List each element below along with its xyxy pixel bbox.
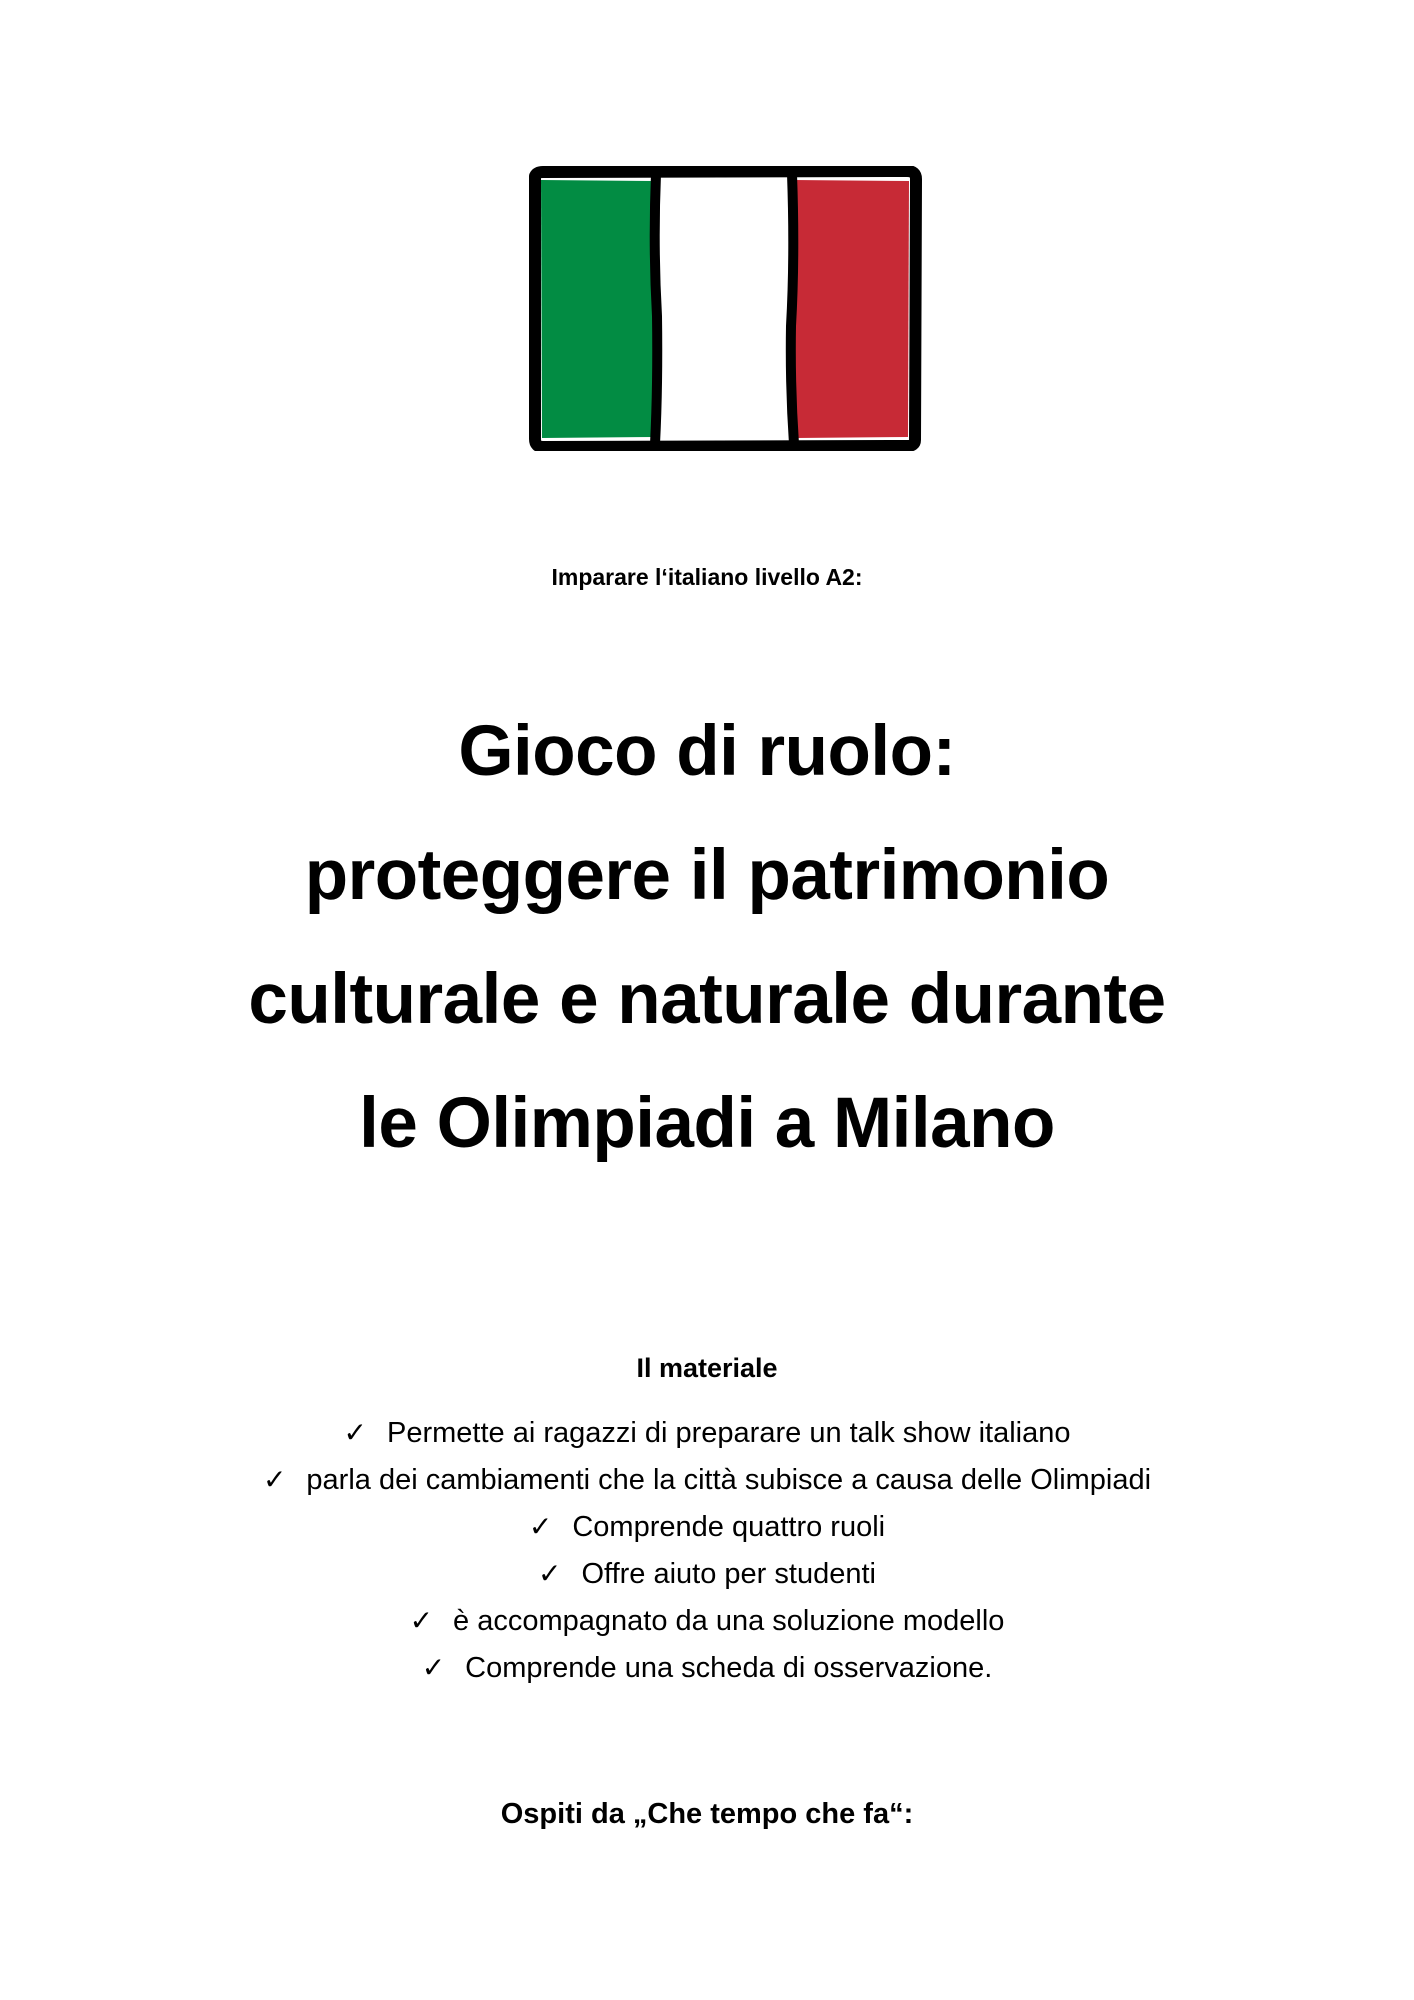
list-item <box>0 1503 1414 1550</box>
checkmark-icon: ✓ <box>538 1557 562 1590</box>
guests-heading: Ospiti da „Che tempo che fa“: <box>500 1798 914 1830</box>
flag-white-stripe <box>657 180 792 438</box>
flag-red-stripe <box>794 180 909 438</box>
list-item-text: è accompagnato da una soluzione modello <box>453 1605 1005 1637</box>
list-item <box>0 1597 1414 1644</box>
list-item <box>0 1409 1414 1456</box>
level-subtitle: Imparare l‘italiano livello A2: <box>551 564 863 590</box>
list-item <box>0 1550 1414 1597</box>
list-item-text: Offre aiuto per studenti <box>581 1558 876 1590</box>
checkmark-icon: ✓ <box>343 1416 367 1449</box>
flag-left-divider <box>655 174 658 444</box>
list-item-text: parla dei cambiamenti che la città subisce a causa delle Olimpiadi <box>306 1464 1152 1496</box>
page-title <box>0 690 1414 1186</box>
title-line: Gioco di ruolo: <box>458 712 956 791</box>
checkmark-icon: ✓ <box>528 1510 553 1543</box>
checkmark-icon: ✓ <box>421 1651 446 1684</box>
material-heading: Il materiale <box>636 1353 778 1383</box>
italian-flag-icon <box>527 166 923 451</box>
list-item <box>0 1644 1414 1691</box>
list-item-text: Permette ai ragazzi di preparare un talk show italiano <box>387 1417 1071 1449</box>
material-checklist <box>0 1409 1414 1691</box>
list-item-text: Comprende una scheda di osservazione. <box>465 1652 993 1684</box>
title-line: proteggere il patrimonio <box>304 836 1110 915</box>
flag-right-divider <box>791 174 794 444</box>
title-line: culturale e naturale durante <box>248 960 1166 1039</box>
checkmark-icon: ✓ <box>262 1463 287 1496</box>
list-item <box>0 1456 1414 1503</box>
checkmark-icon: ✓ <box>409 1604 434 1637</box>
flag-green-stripe <box>541 180 655 438</box>
title-line: le Olimpiadi a Milano <box>359 1084 1055 1163</box>
list-item-text: Comprende quattro ruoli <box>572 1511 886 1543</box>
